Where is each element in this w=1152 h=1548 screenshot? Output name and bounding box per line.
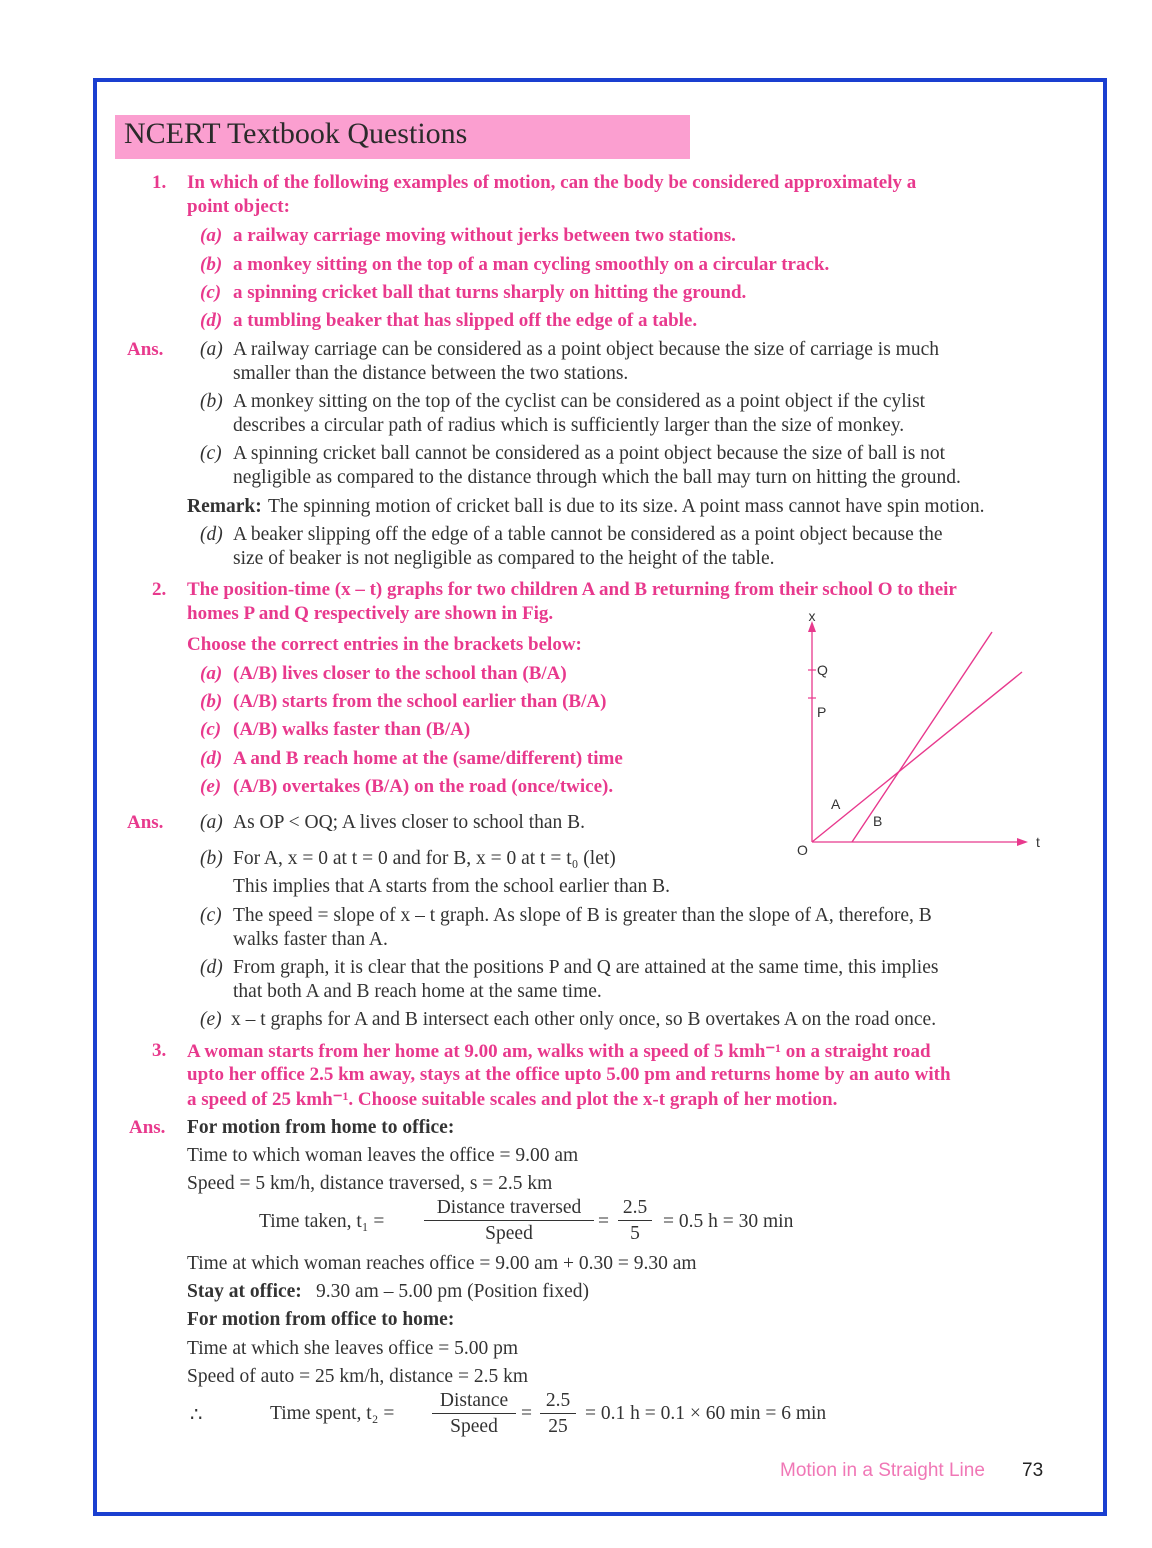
q1-option-label: (d) (200, 310, 223, 331)
section-title: NCERT Textbook Questions (124, 117, 468, 150)
a3-line-1: Time to which woman leaves the office = 9.00 am (187, 1145, 579, 1166)
t2-fraction (432, 1390, 516, 1438)
t1-numerator: Distance traversed (424, 1197, 594, 1221)
a2-b-text-2: This implies that A starts from the school earlier than B. (233, 876, 671, 897)
t1-denominator: Speed (485, 1223, 533, 1244)
ans-label: Ans. (127, 812, 164, 833)
q2-line-1: The position-time (x – t) graphs for two children A and B returning from their school O to their (187, 579, 957, 600)
q3-line-2: upto her office 2.5 km away, stays at the office upto 5.00 pm and returns home by an auto with (187, 1064, 951, 1085)
q2-option-label: (b) (200, 691, 223, 712)
a2-d-line-1: From graph, it is clear that the positions P and Q are attained at the same time, this implies (233, 957, 939, 978)
stay-label: Stay at office: (187, 1281, 302, 1302)
a3-line-3: Time at which woman reaches office = 9.00 am + 0.30 = 9.30 am (187, 1253, 697, 1274)
q1-option-text: a monkey sitting on the top of a man cycling smoothly on a circular track. (233, 254, 830, 275)
a1-a-label: (a) (200, 339, 223, 360)
a2-d-label: (d) (200, 957, 223, 978)
a1-c-label: (c) (200, 443, 222, 464)
t2-result: = 0.1 h = 0.1 × 60 min = 6 min (585, 1403, 827, 1424)
t2-denominator-2: 25 (548, 1416, 568, 1437)
t1-result: = 0.5 h = 30 min (663, 1211, 794, 1232)
chapter-title: Motion in a Straight Line (780, 1460, 985, 1481)
t2-numerator: Distance (432, 1390, 516, 1414)
a1-c-line-2: negligible as compared to the distance through which the ball may turn on hitting the ground. (233, 467, 961, 488)
line-b (852, 632, 992, 842)
q2-line-3: Choose the correct entries in the brackets below: (187, 634, 582, 655)
q1-line-2: point object: (187, 196, 290, 217)
t1-denominator-2: 5 (630, 1223, 640, 1244)
t2-label: Time spent, t₂ = (270, 1403, 395, 1424)
a1-d-line-1: A beaker slipping off the edge of a table cannot be considered as a point object because the (233, 524, 943, 545)
ans-label: Ans. (129, 1117, 166, 1138)
q2-option-label: (e) (200, 776, 222, 797)
t2-numerator-2: 2.5 (540, 1390, 576, 1414)
a1-a-line-2: smaller than the distance between the two stations. (233, 363, 629, 384)
t1-fraction (424, 1197, 594, 1245)
q1-option-text: a railway carriage moving without jerks between two stations. (233, 225, 736, 246)
t1-equals: = (598, 1211, 609, 1232)
q3-line-1: A woman starts from her home at 9.00 am, walks with a speed of 5 kmh⁻¹ on a straight road (187, 1041, 931, 1062)
t1-label: Time taken, t₁ = (259, 1211, 385, 1232)
a2-a-text: As OP < OQ; A lives closer to school than B. (233, 812, 586, 833)
a2-c-line-1: The speed = slope of x – t graph. As slope of B is greater than the slope of A, therefore, B (233, 905, 932, 926)
a1-d-line-2: size of beaker is not negligible as compared to the height of the table. (233, 548, 775, 569)
q1-option-text: a spinning cricket ball that turns sharply on hitting the ground. (233, 282, 747, 303)
q2-option-label: (a) (200, 663, 223, 684)
t-axis-arrow (1017, 838, 1028, 846)
a3-heading-2: For motion from office to home: (187, 1309, 455, 1330)
q2-option-text: (A/B) starts from the school earlier than (B/A) (233, 691, 607, 712)
q3-number: 3. (152, 1040, 167, 1061)
t2-denominator: Speed (450, 1416, 498, 1437)
a2-c-line-2: walks faster than A. (233, 929, 388, 950)
q1-option-label: (c) (200, 282, 222, 303)
q2-option-label: (c) (200, 719, 222, 740)
q1-option-label: (a) (200, 225, 223, 246)
a2-a-label: (a) (200, 812, 223, 833)
line-a (812, 672, 1022, 842)
a-label: A (831, 796, 841, 812)
q2-number: 2. (152, 579, 167, 600)
a1-a-line-1: A railway carriage can be considered as a point object because the size of carriage is much (233, 339, 940, 360)
t1-fraction-2 (618, 1197, 652, 1245)
stay-text: 9.30 am – 5.00 pm (Position fixed) (316, 1281, 589, 1302)
q2-option-label: (d) (200, 748, 223, 769)
q-label: Q (817, 662, 828, 678)
a1-c-line-1: A spinning cricket ball cannot be considered as a point object because the size of ball is not (233, 443, 946, 464)
a2-c-label: (c) (200, 905, 222, 926)
a2-b-label: (b) (200, 848, 223, 869)
remark-text: The spinning motion of cricket ball is due to its size. A point mass cannot have spin motion. (268, 496, 985, 517)
p-label: P (817, 704, 827, 720)
q2-option-text: (A/B) lives closer to the school than (B/A) (233, 663, 567, 684)
a1-b-label: (b) (200, 391, 223, 412)
a2-b-text: For A, x = 0 at t = 0 and for B, x = 0 at t = t₀ (let) (233, 848, 616, 869)
q2-option-text: A and B reach home at the (same/different) time (233, 748, 623, 769)
a2-d-line-2: that both A and B reach home at the same time. (233, 981, 602, 1002)
position-time-graph (790, 605, 1050, 870)
a1-d-label: (d) (200, 524, 223, 545)
a2-e-label: (e) (200, 1009, 222, 1030)
q2-option-text: (A/B) walks faster than (B/A) (233, 719, 471, 740)
a3-heading-1: For motion from home to office: (187, 1117, 455, 1138)
q2-option-text: (A/B) overtakes (B/A) on the road (once/twice). (233, 776, 614, 797)
q1-number: 1. (152, 172, 167, 193)
therefore-symbol: ∴ (190, 1405, 203, 1426)
a3-line-4: Time at which she leaves office = 5.00 pm (187, 1338, 519, 1359)
x-axis-label: x (808, 608, 816, 624)
page-number: 73 (1022, 1460, 1044, 1481)
q3-line-3: a speed of 25 kmh⁻¹. Choose suitable scales and plot the x-t graph of her motion. (187, 1089, 838, 1110)
a1-b-line-2: describes a circular path of radius which is sufficiently larger than the size of monkey. (233, 415, 905, 436)
q1-option-label: (b) (200, 254, 223, 275)
a3-line-5: Speed of auto = 25 km/h, distance = 2.5 km (187, 1366, 528, 1387)
ans-label: Ans. (127, 339, 164, 360)
q2-line-2: homes P and Q respectively are shown in Fig. (187, 603, 554, 624)
t2-fraction-2 (540, 1390, 576, 1438)
q1-option-text: a tumbling beaker that has slipped off the edge of a table. (233, 310, 698, 331)
a1-b-line-1: A monkey sitting on the top of the cyclist can be considered as a point object if the cylist (233, 391, 926, 412)
a3-line-2: Speed = 5 km/h, distance traversed, s = 2.5 km (187, 1173, 553, 1194)
origin-label: O (797, 842, 808, 858)
b-label: B (873, 813, 883, 829)
remark-label: Remark: (187, 496, 262, 517)
t1-numerator-2: 2.5 (618, 1197, 652, 1221)
a2-e-text: x – t graphs for A and B intersect each other only once, so B overtakes A on the road once. (231, 1009, 937, 1030)
t-axis-label: t (1036, 834, 1040, 850)
q1-line-1: In which of the following examples of motion, can the body be considered approximately a (187, 172, 917, 193)
t2-equals: = (521, 1403, 532, 1424)
